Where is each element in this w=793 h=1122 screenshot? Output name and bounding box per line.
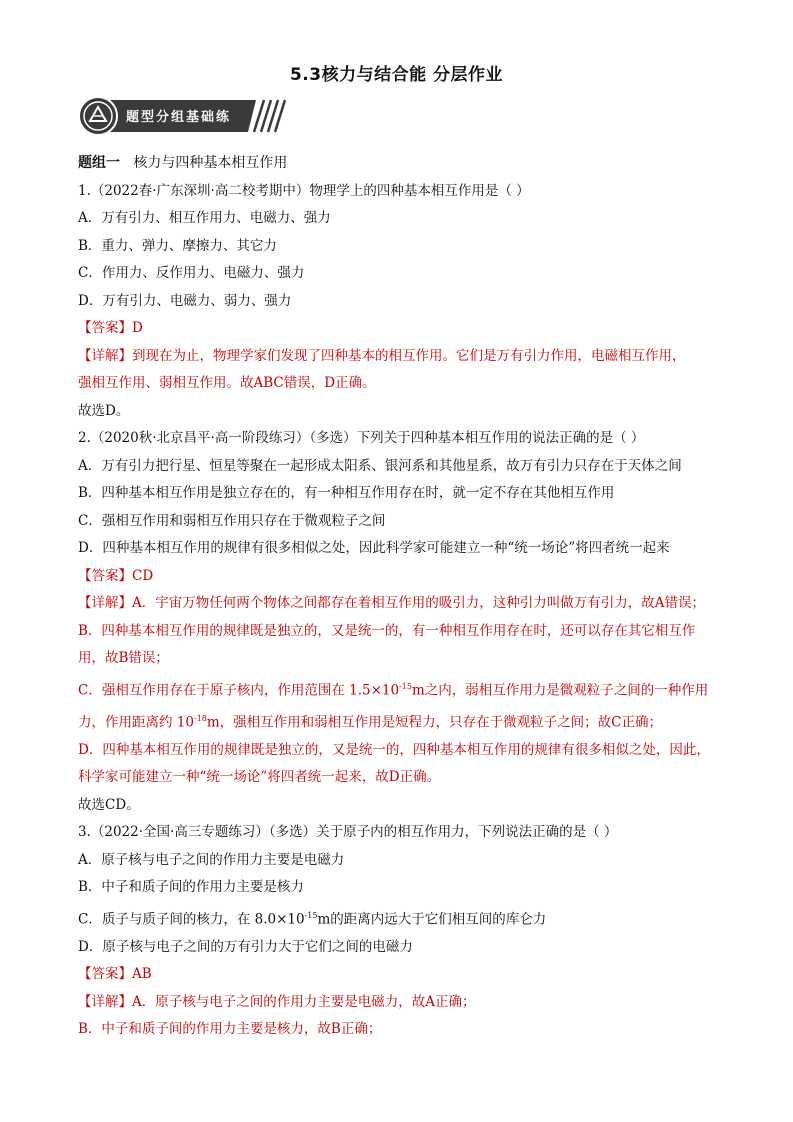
detail-text: A．宇宙万物任何两个物体之间都存在着相互作用的吸引力，这种引力叫做万有引力，故A错误；: [132, 595, 705, 611]
question-3-option-d: D．原子核与电子之间的万有引力大于它们之间的电磁力: [78, 938, 413, 955]
answer-label: 【答案】: [78, 966, 132, 982]
question-2-detail-d1: D．四种基本相互作用的规律既是独立的，又是统一的，四种基本相互作用的规律有很多相似之处，因此，: [78, 741, 710, 758]
option-text: C．质子与质子间的核力，在 8.0×10: [78, 911, 305, 927]
banner-label: 题型分组基础练: [126, 110, 232, 125]
question-2-answer: [78, 563, 723, 591]
question-3-option-a: A．原子核与电子之间的作用力主要是电磁力: [78, 851, 345, 868]
answer-label: 【答案】: [78, 320, 132, 336]
exponent: -18: [193, 713, 207, 723]
exponent: -15: [399, 681, 412, 691]
question-2-stem: 2.（2020秋·北京昌平·高一阶段练习）（多选）下列关于四种基本相互作用的说法正确的是（ ）: [78, 430, 645, 446]
question-3-detail-b: B．中子和质子间的作用力主要是核力，故B正确；: [78, 1021, 382, 1037]
detail-text: m，强相互作用和弱相互作用是短程力，只存在于微观粒子之间；故C正确；: [206, 714, 663, 730]
group-heading: [78, 150, 723, 178]
question-2-detail-b1: B．四种基本相互作用的规律既是独立的，又是统一的，有一种相互作用存在时，还可以存在其它相互作: [78, 622, 696, 639]
detail-text: 力，作用距离约 10: [78, 714, 194, 730]
question-1-detail-line-2: 强相互作用、弱相互作用。故ABC错误，D正确。: [78, 375, 376, 391]
question-2-detail-d2: 科学家可能建立一种“统一场论”将四者统一起来，故D正确。: [78, 769, 441, 785]
question-3-option-c: [78, 902, 723, 934]
document-body: [78, 150, 723, 1044]
question-2-detail-a: [78, 590, 723, 618]
question-3-option-b: B．中子和质子间的作用力主要是核力: [78, 879, 304, 895]
question-1-option-b: B．重力、弹力、摩擦力、其它力: [78, 237, 277, 254]
question-1-choose: 故选D。: [78, 402, 130, 419]
detail-text: C．强相互作用存在于原子核内，作用范围在 1.5×10: [78, 682, 400, 698]
detail-text: 到现在为止，物理学家们发现了四种基本的相互作用。它们是万有引力作用，电磁相互作用，: [132, 347, 686, 364]
question-1-answer: [78, 315, 723, 343]
detail-text: m之内，弱相互作用力是微观粒子之间的一种作用: [411, 682, 709, 698]
group-text: 核力与四种基本相互作用: [133, 155, 288, 171]
question-2-option-d: D．四种基本相互作用的规律有很多相似之处，因此科学家可能建立一种“统一场论”将四者统一起来: [78, 540, 670, 556]
answer-value: D: [132, 320, 143, 336]
question-1-option-c: C．作用力、反作用力、电磁力、强力: [78, 265, 305, 281]
question-2-choose: 故选CD。: [78, 796, 140, 813]
question-3-stem: 3.（2022·全国·高三专题练习）（多选）关于原子内的相互作用力，下列说法正确的是（ ）: [78, 824, 618, 840]
question-2-detail-c1: [78, 673, 723, 705]
exponent: -15: [304, 910, 318, 920]
detail-label: 【详解】: [78, 347, 132, 364]
page-title: 5.3核力与结合能 分层作业: [289, 65, 504, 85]
question-1-option-a: A．万有引力、相互作用力、电磁力、强力: [78, 210, 331, 226]
detail-text: A．原子核与电子之间的作用力主要是电磁力，故A正确；: [132, 993, 476, 1010]
question-3-detail-a: [78, 989, 723, 1017]
question-1-stem: 1.（2022春·广东深圳·高二校考期中）物理学上的四种基本相互作用是（ ）: [78, 182, 530, 199]
answer-label: 【答案】: [78, 567, 132, 584]
question-3-answer: [78, 961, 723, 989]
answer-value: AB: [132, 966, 152, 982]
question-1-option-d: D．万有引力、电磁力、弱力、强力: [78, 292, 292, 309]
group-label: 题组一: [78, 155, 120, 171]
question-2-option-a: A．万有引力把行星、恒星等聚在一起形成太阳系、银河系和其他星系，故万有引力只存在于天体之间: [78, 457, 682, 474]
question-2-option-b: B．四种基本相互作用是独立存在的，有一种相互作用存在时，就一定不存在其他相互作用: [78, 485, 615, 501]
section-banner: [78, 96, 288, 136]
question-1-detail-line-1: [78, 343, 723, 371]
detail-label: 【详解】: [78, 595, 132, 611]
answer-value: CD: [132, 567, 154, 584]
question-2-detail-c2: [78, 705, 723, 737]
option-text: m的距离内远大于它们相互间的库仑力: [317, 911, 547, 927]
question-2-option-c: C．强相互作用和弱相互作用只存在于微观粒子之间: [78, 512, 386, 529]
detail-label: 【详解】: [78, 993, 132, 1010]
question-2-detail-b2: 用，故B错误；: [78, 650, 169, 666]
